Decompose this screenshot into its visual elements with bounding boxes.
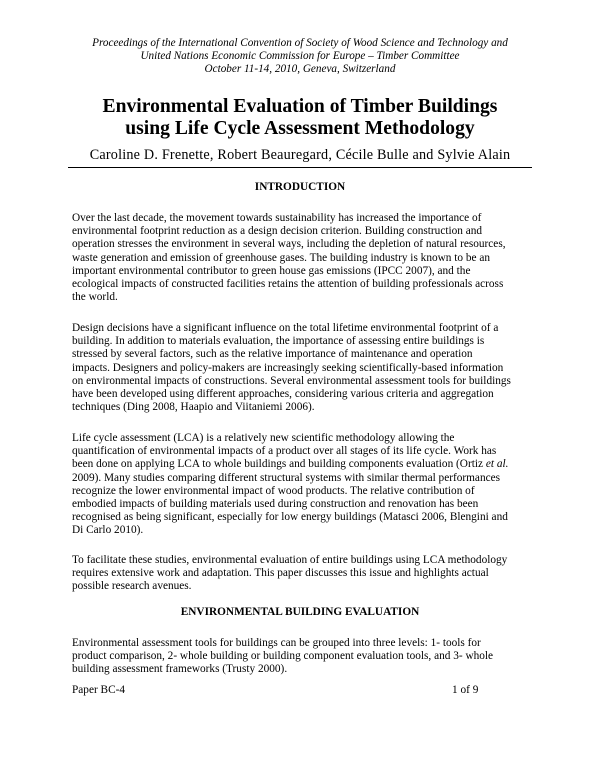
text-line: Life cycle assessment (LCA) is a relatively new scientific methodology allowing the	[72, 432, 455, 444]
author-list: Caroline D. Frenette, Robert Beauregard, Cécile Bulle and Sylvie Alain	[89, 147, 511, 163]
text-line: Over the last decade, the movement towards sustainability has increased the importance of	[72, 212, 482, 224]
text-line: important environmental contributor to green house gas emissions (IPCC 2007), and the	[72, 264, 471, 277]
text-line: recognised as being significant, especially for low energy buildings (Matasci 2006, Blengini and	[72, 511, 508, 524]
text-line: operation stresses the environment in several ways, including the depletion of natural resources,	[72, 238, 506, 251]
paragraph	[72, 637, 542, 677]
text-line: waste generation and emission of greenhouse gases. The building industry is known to be an	[72, 251, 491, 264]
text-line: have been developed using different approaches, considering various criteria and aggregation	[72, 388, 494, 401]
paragraph	[72, 432, 542, 538]
text-line: been done on applying LCA to whole buildings and building components evaluation (Ortiz et al.	[72, 458, 509, 471]
text-line: techniques (Ding 2008, Haapio and Viitaniemi 2006).	[72, 401, 315, 414]
text-line: recognize the lower environmental impact of wood products. The relative contribution of	[72, 484, 475, 497]
text-line: To facilitate these studies, environmental evaluation of entire buildings using LCA methodology	[72, 554, 508, 566]
paragraph	[72, 554, 542, 594]
text-line: the world.	[72, 291, 118, 304]
author-divider	[68, 167, 532, 168]
text-line: impacts. Designers and policy-makers are increasingly seeking scientifically-based information	[72, 361, 504, 374]
title-line: using Life Cycle Assessment Methodology	[125, 118, 475, 139]
paragraph	[72, 322, 542, 414]
text-line: environmental footprint reduction as a design decision criterion. Building construction and	[72, 225, 483, 238]
text-line: on environmental impacts of constructions. Several environmental assessment tools for buildings	[72, 374, 511, 387]
text-line: quantification of environmental impacts of a product over all stages of its life cycle. Work has	[72, 445, 497, 458]
text-line: product comparison, 2- whole building or building component evaluation tools, and 3- whole	[72, 650, 494, 663]
text-line: embodied impacts of building materials used during construction and renovation has been	[72, 498, 479, 511]
section-heading-introduction: INTRODUCTION	[254, 181, 346, 193]
header-line: October 11-14, 2010, Geneva, Switzerland	[204, 63, 396, 75]
text-line: building assessment frameworks (Trusty 2000).	[72, 663, 288, 676]
citation-et-al: et al.	[485, 458, 509, 471]
text-line: Design decisions have a significant influence on the total lifetime environmental footprint of a	[72, 322, 499, 334]
page-indicator: 1 of 9	[452, 684, 479, 696]
text-line: Environmental assessment tools for buildings can be grouped into three levels: 1- tools for	[72, 637, 481, 649]
text-line: 2009). Many studies comparing different structural systems with similar thermal performances	[72, 471, 501, 484]
header-line: United Nations Economic Commission for Europe – Timber Committee	[140, 50, 460, 62]
text-line: possible research avenues.	[72, 580, 192, 593]
text-line: Di Carlo 2010).	[72, 524, 144, 537]
paper-id: Paper BC-4	[72, 684, 126, 696]
paper-title	[40, 96, 560, 140]
header-line: Proceedings of the International Convention of Society of Wood Science and Technology and	[92, 37, 508, 49]
text-line: requires extensive work and adaptation. This paper discusses this issue and highlights actual	[72, 567, 489, 580]
proceedings-header	[60, 37, 540, 76]
title-line: Environmental Evaluation of Timber Buildings	[102, 96, 498, 117]
text-line: stressed by several factors, such as the relative importance of maintenance and operation	[72, 348, 473, 361]
section-heading-environmental-building-evaluation: ENVIRONMENTAL BUILDING EVALUATION	[180, 606, 420, 618]
text-line: building. In addition to materials evaluation, the importance of assessing entire buildings is	[72, 335, 485, 348]
paragraph	[72, 212, 542, 304]
text-line: ecological impacts of constructed facilities retains the attention of building professionals across	[72, 278, 504, 291]
